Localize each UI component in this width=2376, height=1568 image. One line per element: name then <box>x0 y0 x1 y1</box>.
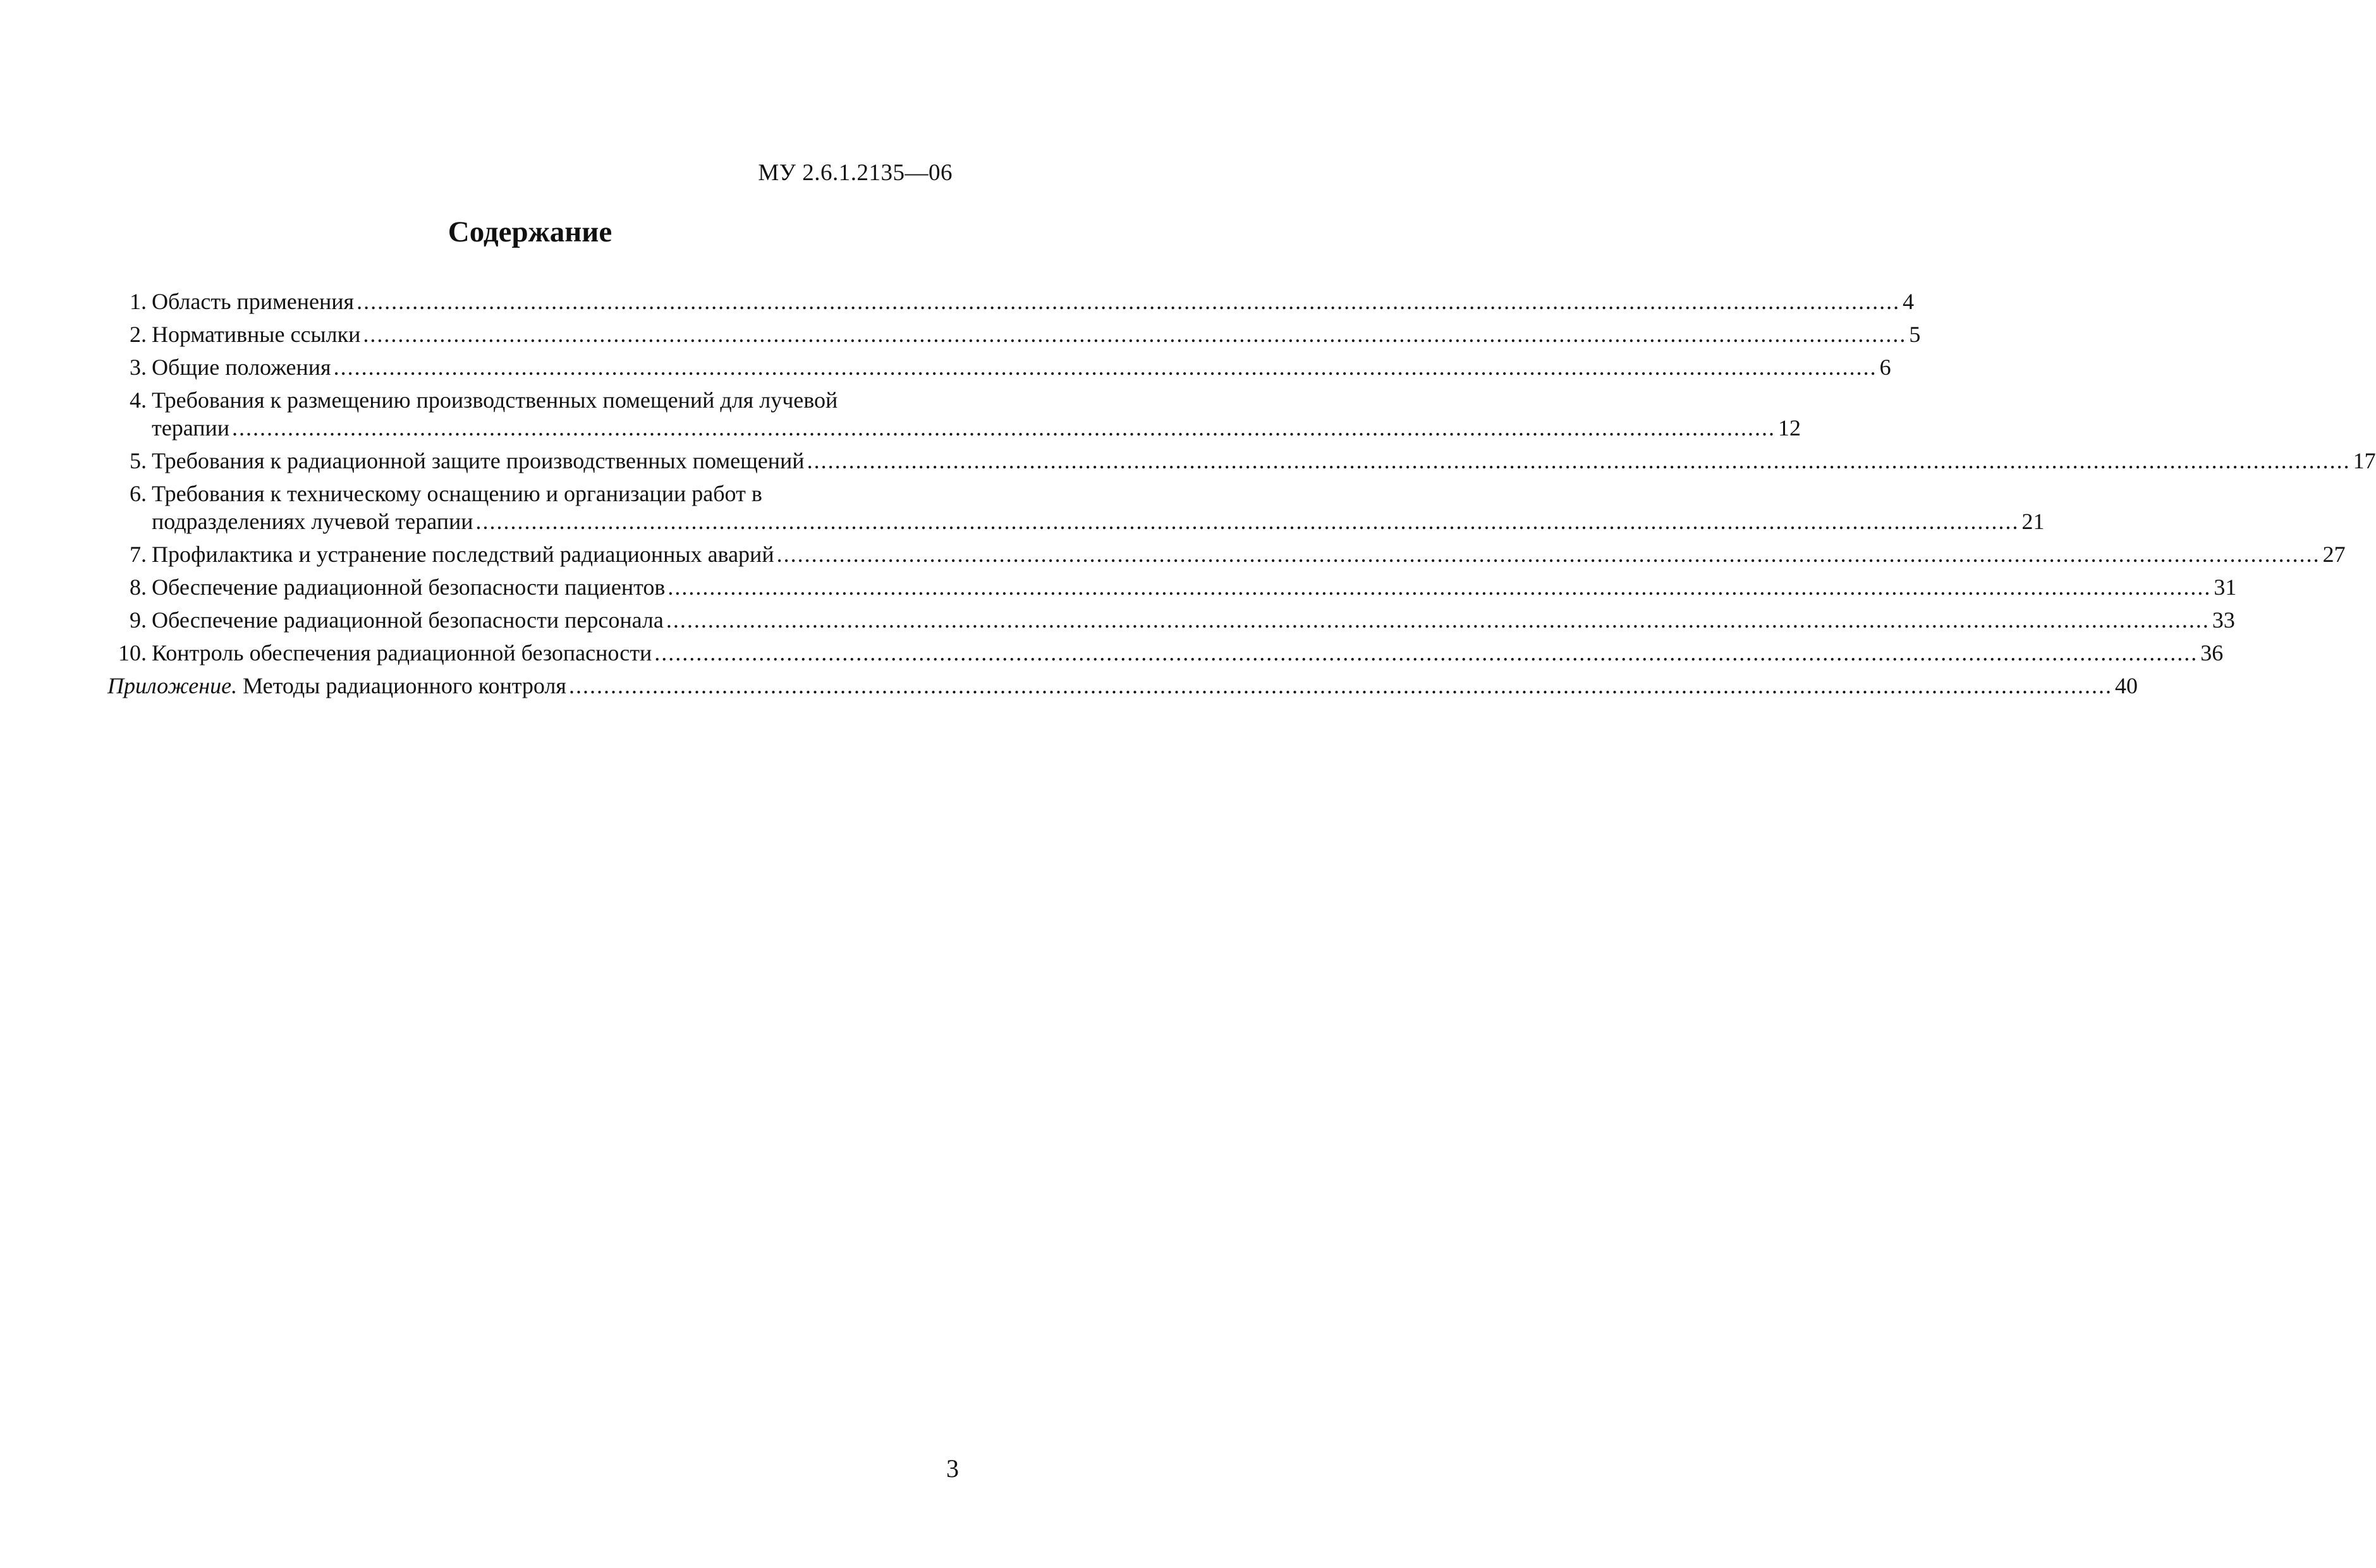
toc-entry-7[interactable] <box>107 540 2346 568</box>
toc-dot-leader <box>356 288 1900 315</box>
toc-entry-number: 5. <box>130 448 147 473</box>
toc-entry-page: 36 <box>2200 640 2224 665</box>
appendix-prefix: Приложение. <box>107 673 238 698</box>
toc-entry-number: 2. <box>130 322 147 347</box>
toc-entry-page: 33 <box>2212 607 2235 633</box>
toc-entry-3[interactable] <box>107 353 1891 381</box>
toc-entry-title-line: Требования к размещению производственных помещений для лучевой <box>152 387 838 413</box>
toc-entry-page: 21 <box>2021 509 2045 534</box>
toc-entry-title: Требования к радиационной защите производственных помещений <box>152 448 805 473</box>
toc-dot-leader <box>666 606 2210 634</box>
toc-entry-page: 31 <box>2214 574 2237 600</box>
table-of-contents <box>107 288 2376 705</box>
toc-entry-4[interactable] <box>107 386 1801 442</box>
toc-entry-title: Контроль обеспечения радиационной безопасности <box>152 640 652 665</box>
toc-entry-number: 4. <box>130 387 147 413</box>
toc-entry-page: 12 <box>1778 415 1801 441</box>
toc-entry-page: 27 <box>2322 542 2346 567</box>
toc-dot-leader <box>807 447 2351 475</box>
toc-entry-page: 5 <box>1909 322 1921 347</box>
toc-entry-8[interactable] <box>107 573 2237 601</box>
toc-entry-number: 9. <box>130 607 147 633</box>
toc-entry-number: 10. <box>118 640 147 665</box>
toc-dot-leader <box>476 507 2020 535</box>
toc-entry-page: 17 <box>2353 448 2376 473</box>
toc-entry-title: Нормативные ссылки <box>152 322 361 347</box>
toc-dot-leader <box>777 540 2320 568</box>
toc-entry-title: терапии <box>152 415 230 441</box>
toc-entry-title: Область применения <box>152 289 355 314</box>
toc-entry-number: 6. <box>130 481 147 506</box>
toc-dot-leader <box>667 573 2211 601</box>
toc-dot-leader <box>363 320 1906 348</box>
toc-entry-page: 4 <box>1903 289 1915 314</box>
page-title: Содержание <box>448 216 612 248</box>
toc-entry-6[interactable] <box>107 480 2045 535</box>
toc-entry-number: 1. <box>130 289 147 314</box>
toc-dot-leader <box>334 353 1877 381</box>
toc-entry-page: 40 <box>2114 673 2138 698</box>
toc-entry-10[interactable] <box>107 639 2224 667</box>
toc-dot-leader <box>654 639 2198 667</box>
toc-entry-number: 3. <box>130 355 147 380</box>
toc-entry-page: 6 <box>1879 355 1891 380</box>
toc-entry-title: Обеспечение радиационной безопасности персонала <box>152 607 664 633</box>
toc-dot-leader <box>569 672 2112 700</box>
toc-entry-title: Обеспечение радиационной безопасности пациентов <box>152 574 666 600</box>
toc-entry-1[interactable] <box>107 288 1915 315</box>
toc-entry-9[interactable] <box>107 606 2235 634</box>
toc-entry-5[interactable] <box>107 447 2376 475</box>
toc-entry-appendix[interactable] <box>107 672 2138 700</box>
toc-entry-title: Общие положения <box>152 355 331 380</box>
document-code: МУ 2.6.1.2135—06 <box>758 160 953 186</box>
toc-entry-title: подразделениях лучевой терапии <box>152 509 473 534</box>
toc-dot-leader <box>232 414 1776 442</box>
toc-entry-title: Профилактика и устранение последствий радиационных аварий <box>152 542 774 567</box>
toc-entry-number: 7. <box>130 542 147 567</box>
toc-entry-title-line: Требования к техническому оснащению и организации работ в <box>152 481 762 506</box>
appendix-title: Методы радиационного контроля <box>243 673 566 698</box>
toc-entry-2[interactable] <box>107 320 1921 348</box>
toc-entry-number: 8. <box>130 574 147 600</box>
page-number: 3 <box>946 1454 959 1483</box>
